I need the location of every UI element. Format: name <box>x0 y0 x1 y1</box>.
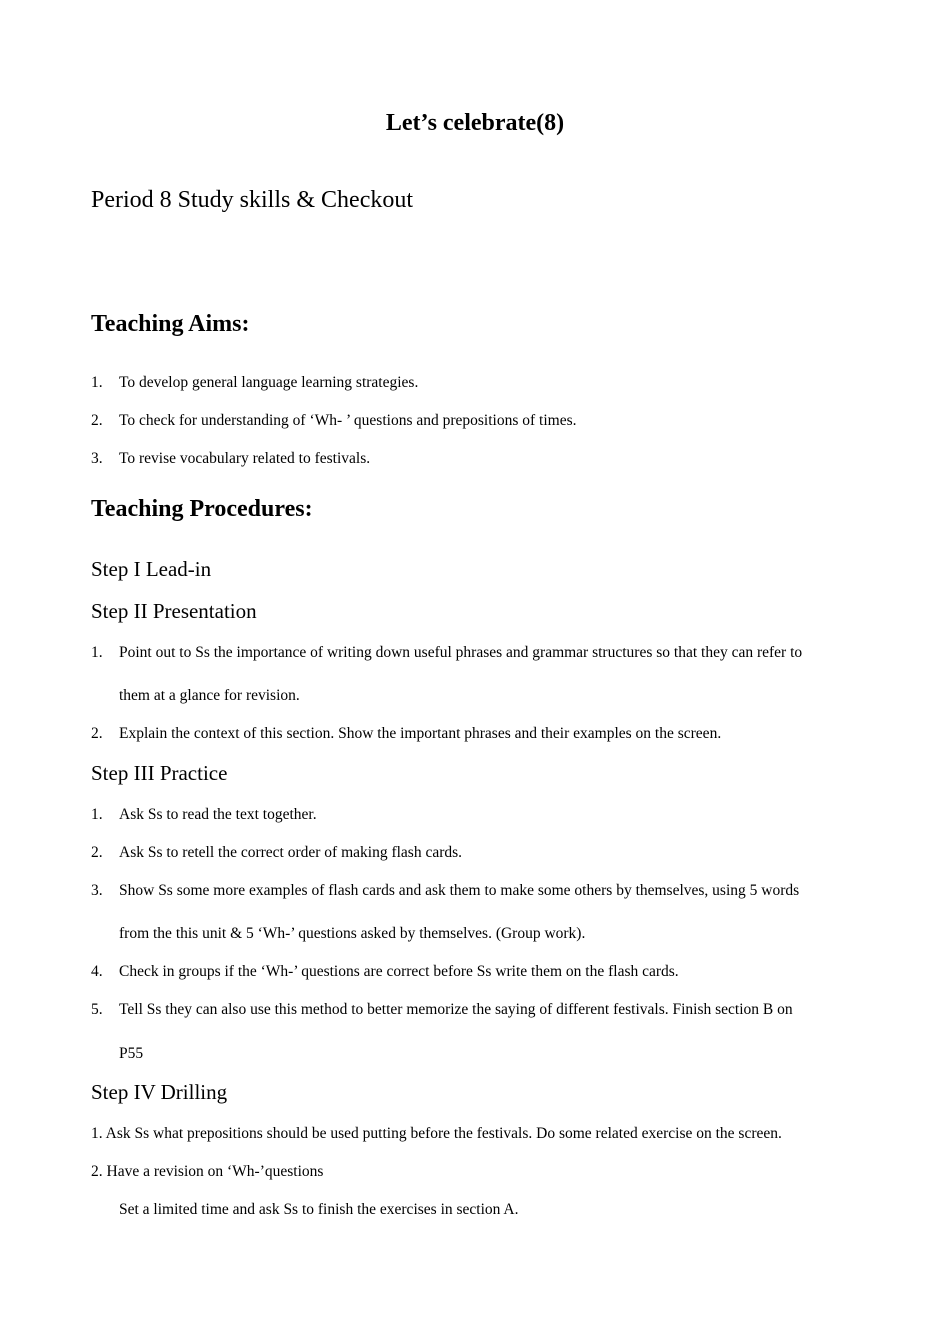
item-text: 2. Have a revision on ‘Wh-’questions <box>91 1163 324 1180</box>
item-text: from the this unit & 5 ‘Wh-’ questions asked by themselves. (Group work). <box>119 925 586 942</box>
step-4-title: Step IV Drilling <box>91 1080 228 1104</box>
step-2-title: Step II Presentation <box>91 599 257 623</box>
item-number: 4. <box>91 963 103 980</box>
item-number: 5. <box>91 1001 103 1018</box>
aim-number: 3. <box>91 450 103 467</box>
item-text: P55 <box>119 1045 144 1062</box>
step-1-title: Step I Lead-in <box>91 557 212 581</box>
item-text: Show Ss some more examples of flash cards and ask them to make some others by themselves, using 5 words <box>119 882 800 899</box>
item-text: Tell Ss they can also use this method to better memorize the saying of different festivals. Finish section B on <box>119 1001 793 1018</box>
step-3-title: Step III Practice <box>91 761 228 785</box>
item-number: 1. <box>91 644 103 661</box>
item-text: Check in groups if the ‘Wh-’ questions are correct before Ss write them on the flash cards. <box>119 963 679 980</box>
teaching-aims-heading: Teaching Aims: <box>91 311 250 337</box>
aim-text: To check for understanding of ‘Wh- ’ questions and prepositions of times. <box>119 412 577 429</box>
item-number: 2. <box>91 844 103 861</box>
item-text: Explain the context of this section. Show the important phrases and their examples on the screen. <box>119 725 722 742</box>
note-text: Set a limited time and ask Ss to finish the exercises in section A. <box>119 1201 519 1218</box>
aim-text: To develop general language learning strategies. <box>119 374 419 391</box>
aim-text: To revise vocabulary related to festivals. <box>119 450 371 467</box>
period-subtitle: Period 8 Study skills & Checkout <box>91 187 414 213</box>
aim-number: 2. <box>91 412 103 429</box>
item-number: 1. <box>91 806 103 823</box>
item-text: Ask Ss to retell the correct order of making flash cards. <box>119 844 463 861</box>
item-number: 2. <box>91 725 103 742</box>
page-title: Let’s celebrate(8) <box>385 110 565 136</box>
teaching-procedures-heading: Teaching Procedures: <box>91 496 313 522</box>
item-text: them at a glance for revision. <box>119 687 300 704</box>
item-text: Point out to Ss the importance of writing down useful phrases and grammar structures so that they can refer to <box>119 644 803 661</box>
item-text: 1. Ask Ss what prepositions should be used putting before the festivals. Do some related exercise on the screen. <box>91 1125 782 1142</box>
aim-number: 1. <box>91 374 103 391</box>
item-text: Ask Ss to read the text together. <box>119 806 317 823</box>
item-number: 3. <box>91 882 103 899</box>
